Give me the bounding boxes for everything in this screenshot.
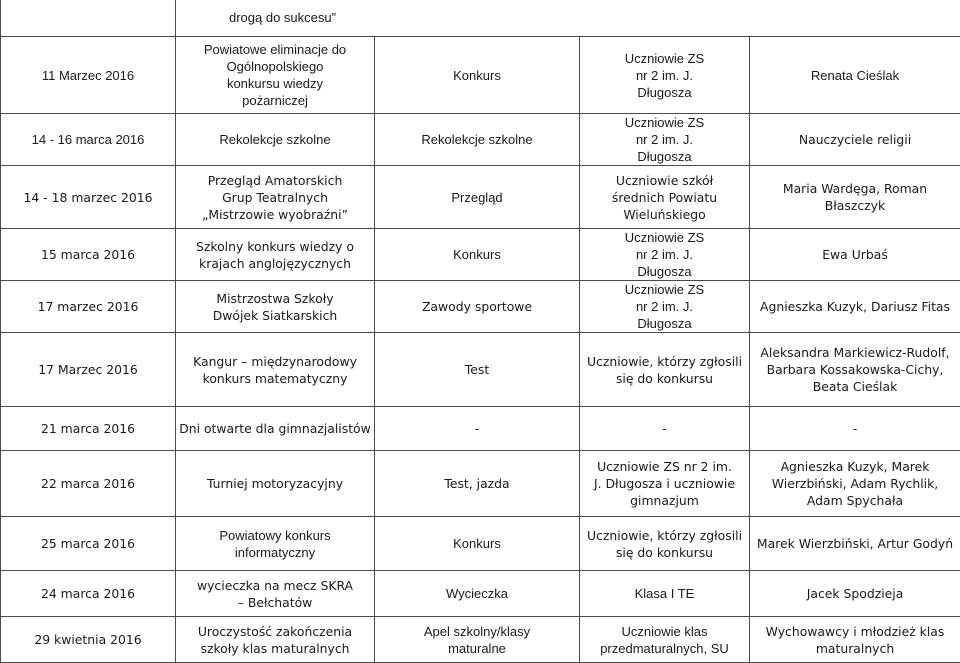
responsible-cell: Nauczyciele religii: [750, 114, 960, 166]
form-cell: Przegląd: [375, 166, 580, 229]
responsible-cell: -: [750, 407, 960, 451]
event-cell: Turniej motoryzacyjny: [176, 451, 375, 517]
event-cell: wycieczka na mecz SKRA – Bełchatów: [176, 571, 375, 617]
form-cell: -: [375, 407, 580, 451]
responsible-cell: Agnieszka Kuzyk, Dariusz Fitas: [750, 281, 960, 333]
participants-cell: Uczniowie klas przedmaturalnych, SU: [580, 617, 750, 663]
form-cell: Apel szkolny/klasy maturalne: [375, 617, 580, 663]
participants-cell: Uczniowie ZS nr 2 im. J. Długosza: [580, 281, 750, 333]
responsible-cell: Renata Cieślak: [750, 37, 960, 114]
participants-cell: Uczniowie ZS nr 2 im. J. Długosza i uczniowie gimnazjum: [580, 451, 750, 517]
date-cell: 17 Marzec 2016: [1, 333, 176, 407]
date-cell: 17 marzec 2016: [1, 281, 176, 333]
responsible-cell: Marek Wierzbiński, Artur Godyń: [750, 517, 960, 571]
date-cell: 14 - 16 marca 2016: [1, 114, 176, 166]
event-cell: Dni otwarte dla gimnazjalistów: [176, 407, 375, 451]
form-cell: Konkurs: [375, 37, 580, 114]
date-cell: 25 marca 2016: [1, 517, 176, 571]
date-cell: 15 marca 2016: [1, 229, 176, 281]
form-cell: Zawody sportowe: [375, 281, 580, 333]
responsible-cell: Ewa Urbaś: [750, 229, 960, 281]
participants-cell: Uczniowie, którzy zgłosili się do konkursu: [580, 333, 750, 407]
table-row: [1, 451, 960, 517]
event-cell: Mistrzostwa Szkoły Dwójek Siatkarskich: [176, 281, 375, 333]
responsible-cell: Jacek Spodzieja: [750, 571, 960, 617]
event-cell: Rekolekcje szkolne: [176, 114, 375, 166]
empty-cell: [1, 0, 176, 37]
event-cell: Przegląd Amatorskich Grup Teatralnych „Mistrzowie wyobraźni”: [176, 166, 375, 229]
table-row: [1, 617, 960, 663]
form-cell: Konkurs: [375, 517, 580, 571]
participants-cell: Uczniowie szkół średnich Powiatu Wieluńskiego: [580, 166, 750, 229]
event-cell: Kangur – międzynarodowy konkurs matematyczny: [176, 333, 375, 407]
responsible-cell: Aleksandra Markiewicz-Rudolf, Barbara Kossakowska-Cichy, Beata Cieślak: [750, 333, 960, 407]
event-cell: Uroczystość zakończenia szkoły klas maturalnych: [176, 617, 375, 663]
form-cell: Test: [375, 333, 580, 407]
event-cell: Powiatowy konkurs informatyczny: [176, 517, 375, 571]
form-cell: Wycieczka: [375, 571, 580, 617]
event-cell: Powiatowe eliminacje do Ogólnopolskiego konkursu wiedzy pożarniczej: [176, 37, 375, 114]
continued-text: drogą do sukcesu”: [229, 10, 336, 25]
table-row: [1, 407, 960, 451]
table-row: [1, 281, 960, 333]
responsible-cell: Maria Wardęga, Roman Błaszczyk: [750, 166, 960, 229]
date-cell: 24 marca 2016: [1, 571, 176, 617]
participants-cell: Uczniowie, którzy zgłosili się do konkursu: [580, 517, 750, 571]
table-row: [1, 229, 960, 281]
participants-cell: Uczniowie ZS nr 2 im. J. Długosza: [580, 37, 750, 114]
event-cell: [176, 0, 960, 37]
form-cell: Test, jazda: [375, 451, 580, 517]
date-cell: 29 kwietnia 2016: [1, 617, 176, 663]
responsible-cell: Wychowawcy i młodzież klas maturalnych: [750, 617, 960, 663]
table-row: [1, 333, 960, 407]
date-cell: 14 - 18 marzec 2016: [1, 166, 176, 229]
table-row: [1, 517, 960, 571]
table-row: [1, 166, 960, 229]
form-cell: Rekolekcje szkolne: [375, 114, 580, 166]
table-row: [1, 571, 960, 617]
event-cell: Szkolny konkurs wiedzy o krajach anglojęzycznych: [176, 229, 375, 281]
table-row: [1, 0, 960, 37]
date-cell: 21 marca 2016: [1, 407, 176, 451]
responsible-cell: Agnieszka Kuzyk, Marek Wierzbiński, Adam Rychlik, Adam Spychała: [750, 451, 960, 517]
participants-cell: Uczniowie ZS nr 2 im. J. Długosza: [580, 114, 750, 166]
table-row: [1, 114, 960, 166]
table-row: [1, 37, 960, 114]
date-cell: 11 Marzec 2016: [1, 37, 176, 114]
participants-cell: -: [580, 407, 750, 451]
date-cell: 22 marca 2016: [1, 451, 176, 517]
form-cell: Konkurs: [375, 229, 580, 281]
participants-cell: Uczniowie ZS nr 2 im. J. Długosza: [580, 229, 750, 281]
participants-cell: Klasa I TE: [580, 571, 750, 617]
